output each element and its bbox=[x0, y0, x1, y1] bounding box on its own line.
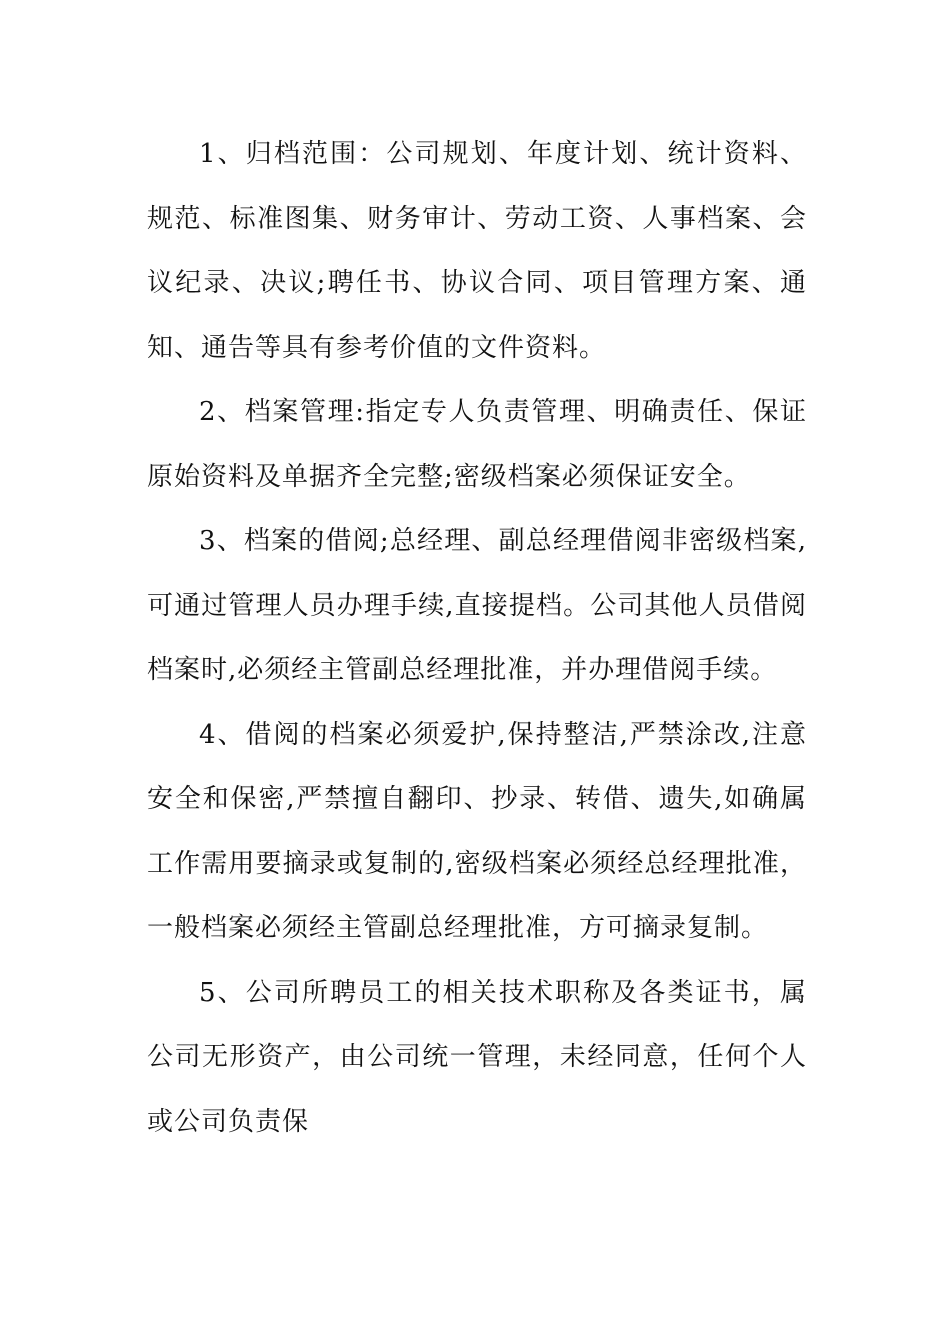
paragraph-employee-certificates: 5、公司所聘员工的相关技术职称及各类证书，属公司无形资产，由公司统一管理，未经同意，任何个人或公司负责保 bbox=[147, 977, 807, 1137]
paragraph-archive-borrowing: 3、档案的借阅;总经理、副总经理借阅非密级档案,可通过管理人员办理手续,直接提档。公司其他人员借阅档案时,必须经主管副总经理批准，并办理借阅手续。 bbox=[147, 526, 807, 685]
paragraph-borrowed-archive-care: 4、借阅的档案必须爱护,保持整洁,严禁涂改,注意安全和保密,严禁擅自翻印、抄录、转借、遗失,如确属工作需用要摘录或复制的,密级档案必须经总经理批准，一般档案必须经主管副总经理批准，方可摘录复制。 bbox=[147, 719, 807, 943]
paragraph-archive-scope: 1、归档范围：公司规划、年度计划、统计资料、规范、标准图集、财务审计、劳动工资、人事档案、会议纪录、决议;聘任书、协议合同、项目管理方案、通知、通告等具有参考价值的文件资料。 bbox=[147, 139, 807, 363]
paragraph-archive-management: 2、档案管理:指定专人负责管理、明确责任、保证原始资料及单据齐全完整;密级档案必须保证安全。 bbox=[147, 397, 807, 492]
document-body bbox=[147, 122, 807, 1154]
